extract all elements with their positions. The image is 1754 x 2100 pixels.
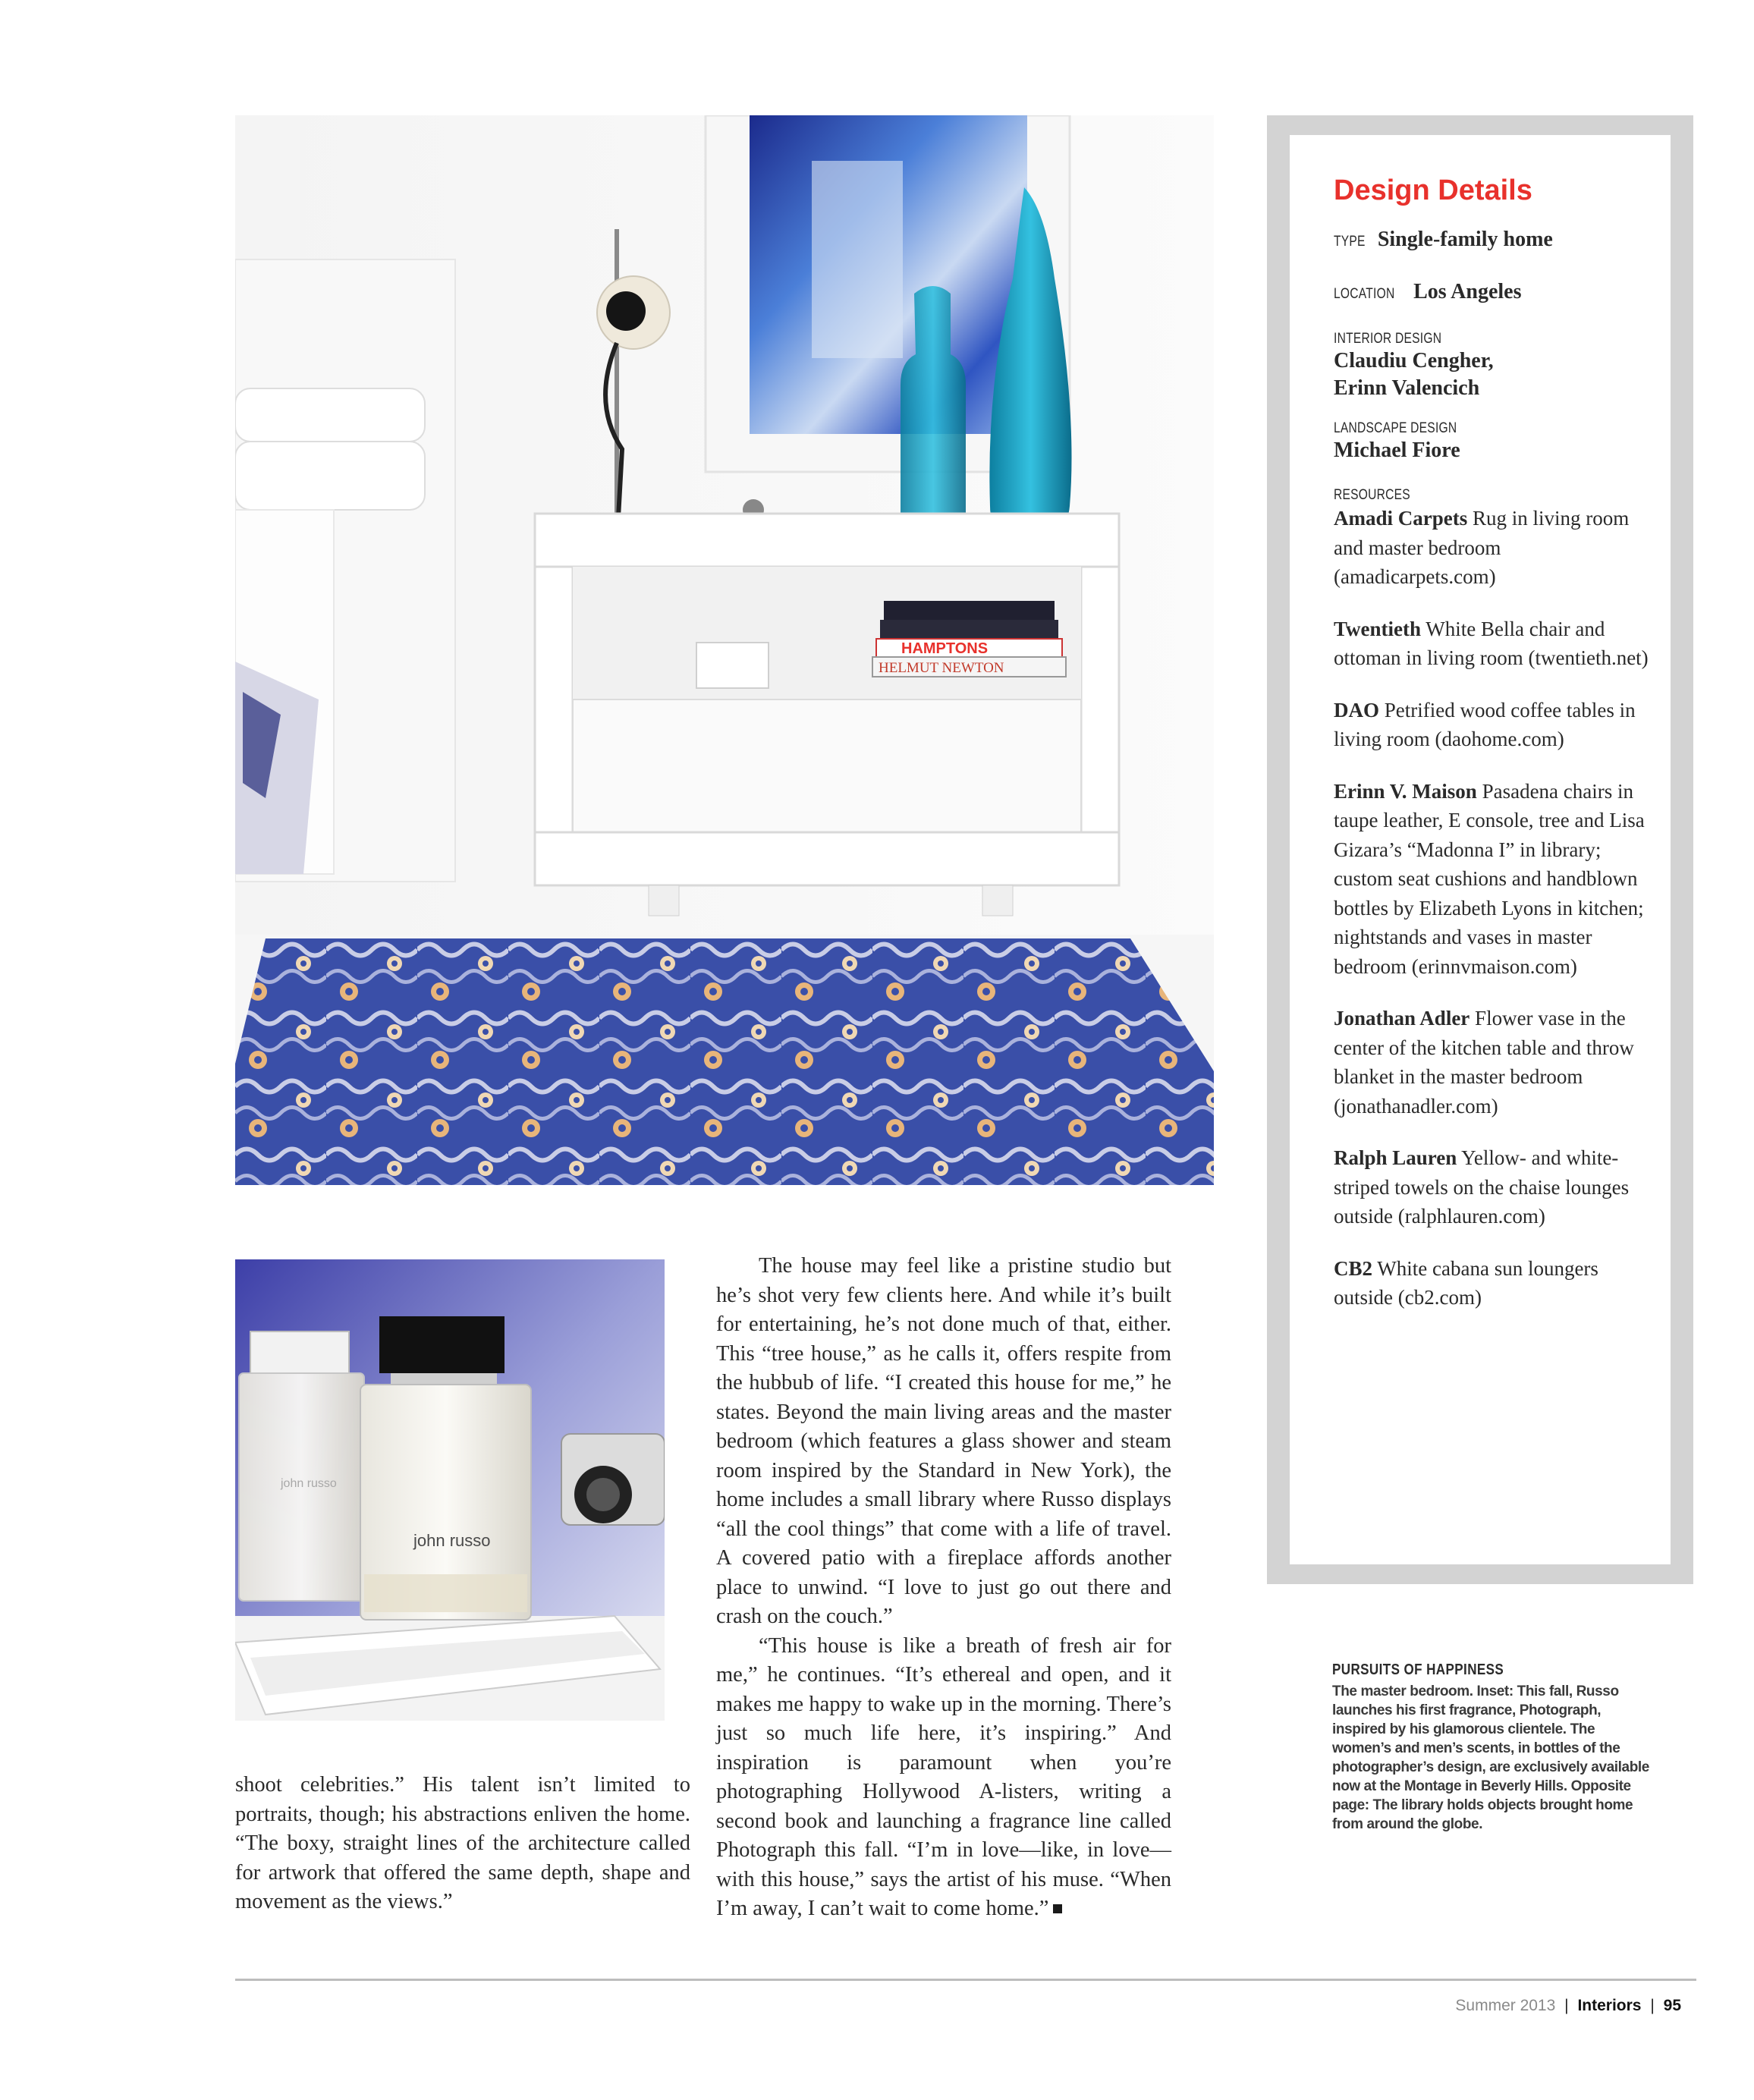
detail-resources-label: RESOURCES — [1334, 487, 1410, 503]
resource-item — [1334, 504, 1652, 592]
resource-name: Ralph Lauren — [1334, 1146, 1457, 1169]
caption-text: The master bedroom. Inset: This fall, Russo launches his first fragrance, Photograph, inspired by his glamorous clientele. The women’s and men’s scents, in bottles of the photographer’s design, are exclusively available now at the Montage in Beverly Hills. Opposite page: The library holds objects brought home from around the globe. — [1332, 1683, 1649, 1832]
detail-landscape-value: Michael Fiore — [1334, 439, 1460, 462]
end-of-article-mark — [1053, 1904, 1062, 1913]
article-paragraph: shoot celebrities.” His talent isn’t limited to portraits, though; his abstractions enliven the home. “The boxy, straight lines of the architecture called for artwork that offered the same depth, shape and movement as the views.” — [235, 1773, 690, 1913]
detail-location — [1334, 278, 1652, 308]
page-footer — [1455, 1997, 1681, 2015]
article-paragraph-last — [716, 1632, 1171, 1924]
resource-item — [1334, 1004, 1652, 1121]
detail-type-value: Single-family home — [1377, 228, 1553, 251]
detail-location-label: LOCATION — [1334, 286, 1395, 302]
footer-rule — [235, 1979, 1696, 1981]
resource-name: Twentieth — [1334, 617, 1421, 640]
resource-name: CB2 — [1334, 1256, 1373, 1280]
resource-item — [1334, 696, 1652, 754]
resource-name: Amadi Carpets — [1334, 507, 1468, 530]
resource-item — [1334, 777, 1652, 982]
resource-text: Yellow- and white-striped towels on the chaise lounges outside (ralphlauren.com) — [1334, 1146, 1630, 1228]
resource-text: Pasadena chairs in taupe leather, E console, tree and Lisa Gizara’s “Madonna I” in library; custom seat cushions and handblown bottles by Elizabeth Lyons in kitchen; nightstands and vases in master bedroom (erinnvmaison.com) — [1334, 779, 1645, 978]
main-bedroom-photo — [235, 115, 1214, 1185]
detail-interior-label: INTERIOR DESIGN — [1334, 331, 1442, 347]
resource-name: Erinn V. Maison — [1334, 779, 1477, 803]
fragrance-illustration — [235, 1259, 665, 1721]
article-column-left — [235, 1771, 690, 1917]
design-details-title: Design Details — [1334, 174, 1532, 206]
bedroom-illustration — [235, 115, 1214, 1185]
footer-magazine-name: Interiors — [1577, 1997, 1642, 2014]
resource-item — [1334, 1143, 1652, 1231]
bottle-label-front: john russo — [413, 1531, 491, 1550]
footer-separator: | — [1564, 1997, 1569, 2014]
resource-item — [1334, 1254, 1652, 1312]
detail-interior-value-1: Claudiu Cengher, — [1334, 349, 1494, 373]
detail-interior-value-2: Erinn Valencich — [1334, 376, 1480, 400]
photo-caption — [1332, 1661, 1651, 1834]
resource-text: Rug in living room and master bedroom (amadicarpets.com) — [1334, 507, 1630, 588]
resource-text: Petrified wood coffee tables in living room (daohome.com) — [1334, 698, 1636, 750]
book-spine-helmut-newton: HELMUT NEWTON — [879, 660, 1004, 676]
resource-name: Jonathan Adler — [1334, 1007, 1470, 1030]
detail-type-label: TYPE — [1334, 234, 1366, 250]
article-paragraph-text: “This house is like a breath of fresh air for me,” he continues. “It’s ethereal and open, and it makes me happy to wake up in the morning. There’s just so much life here, it’s inspiring.” And inspiration is paramount when you’re photographing Hollywood A-listers, writing a second book and launching a fragrance line called Photograph this fall. “I’m in love—like, in love—with this house,” says the artist of his muse. “When I’m away, I can’t wait to come home.” — [716, 1633, 1171, 1920]
fragrance-inset-photo — [235, 1259, 665, 1721]
detail-landscape-label: LANDSCAPE DESIGN — [1334, 420, 1457, 436]
resource-text: Flower vase in the center of the kitchen table and throw blanket in the master bedroom (jonathanadler.com) — [1334, 1007, 1634, 1118]
resource-text: White Bella chair and ottoman in living room (twentieth.net) — [1334, 617, 1649, 669]
article-paragraph: The house may feel like a pristine studio but he’s shot very few clients here. And while it’s built for entertaining, he’s not done much of that, either. This “tree house,” as he calls it, offers respite from the hubbub of life. “I created this house for me,” he states. Beyond the main living areas and the master bedroom (which features a glass shower and steam room inspired by the Standard in New York), the home includes a small library where Russo displays “all the cool things” that come with a life of travel. A covered patio with a fireplace affords another place to unwind. “I love to just go out there and crash on the couch.” — [716, 1254, 1171, 1628]
design-details-content — [1334, 173, 1652, 1335]
bottle-label-back: john russo — [281, 1477, 337, 1490]
resource-name: DAO — [1334, 698, 1379, 721]
detail-interior-design — [1334, 331, 1652, 402]
footer-season: Summer 2013 — [1455, 1997, 1556, 2014]
book-spine-hamptons: HAMPTONS — [901, 640, 989, 657]
detail-resources-heading — [1334, 487, 1652, 504]
footer-separator: | — [1650, 1997, 1655, 2014]
caption-title: PURSUITS OF HAPPINESS — [1332, 1661, 1504, 1678]
detail-location-value: Los Angeles — [1413, 280, 1522, 303]
detail-landscape-design — [1334, 420, 1652, 464]
page-number: 95 — [1663, 1997, 1681, 2014]
detail-type — [1334, 226, 1652, 256]
resource-text: White cabana sun loungers outside (cb2.com) — [1334, 1256, 1598, 1309]
resource-item — [1334, 615, 1652, 673]
article-column-middle — [716, 1252, 1171, 1924]
